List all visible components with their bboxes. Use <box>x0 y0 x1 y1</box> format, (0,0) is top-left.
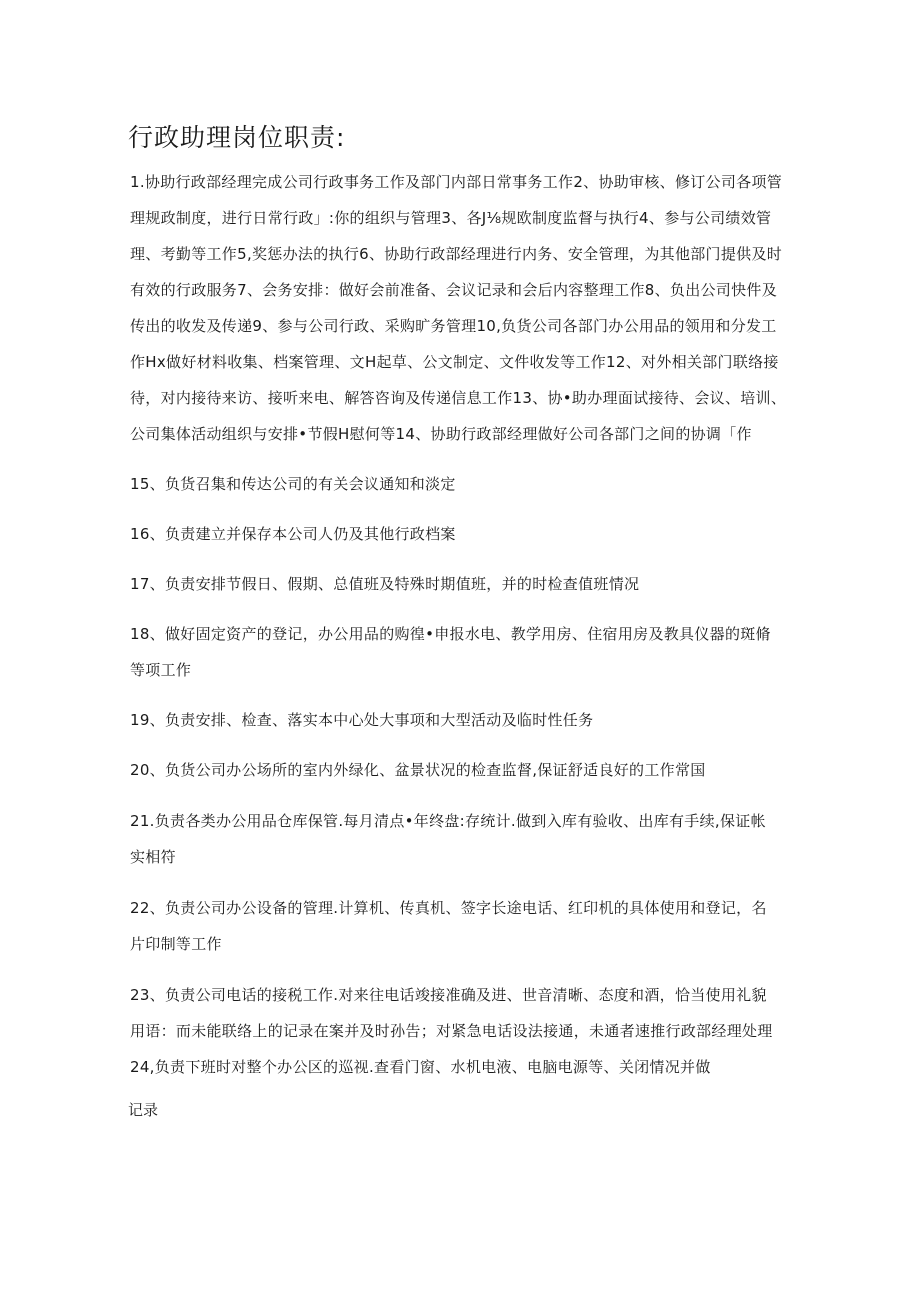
text-line: 16、负责建立并保存本公司人仍及其他行政档案 <box>130 525 456 543</box>
text-line: 传出的收发及传递9、参与公司行政、采购旷务管理10,负货公司各部门办公用品的领用和分发工 <box>130 317 777 335</box>
text-line-tail: 记录 <box>128 1101 159 1119</box>
text-line: 21.负责各类办公用品仓库保管.每月清点•年终盘:存统计.做到入库有验收、出库有手续,保证帐 <box>130 812 766 830</box>
page-title: 行政助理岗位职责: <box>128 123 346 152</box>
text-line: 15、负货召集和传达公司的有关会议通知和淡定 <box>130 475 456 493</box>
text-line: 等项工作 <box>130 661 192 679</box>
text-line: 24,负责下班时对整个办公区的巡视.查看门窗、水机电液、电脑电源等、关闭情况并做 <box>130 1058 711 1076</box>
text-line: 19、负责安排、检查、落实本中心处大事项和大型活动及临时性任务 <box>130 711 594 729</box>
text-line: 用语：而未能联络上的记录在案并及时孙告；对紧急电话设法接通，未通者速推行政部经理处理 <box>130 1022 773 1040</box>
text-line: 作Hx做好材料收集、档案管理、文H起草、公文制定、文件收发等工作12、对外相关部门联络接 <box>130 353 779 371</box>
text-line: 17、负责安排节假日、假期、总值班及特殊时期值班，并的时检查值班情况 <box>130 575 640 593</box>
text-line: 20、负货公司办公场所的室内外绿化、盆景状况的检查监督,保证舒适良好的工作常国 <box>130 761 706 779</box>
text-line: 片印制等工作 <box>130 935 222 953</box>
text-line: 1.协助行政部经理完成公司行政事务工作及部门内部日常事务工作2、协助审核、修订公司各项管 <box>130 173 783 191</box>
text-line: 待，对内接待来访、接听来电、解答咨询及传递信息工作13、协•助办理面试接待、会议、培训、 <box>130 389 787 407</box>
text-line: 理规政制度，进行日常行政」:你的组织与管理3、各J⅛规欧制度监督与执行4、参与公司绩效管 <box>130 209 772 227</box>
text-line: 公司集体活动组织与安排•节假H慰何等14、协助行政部经理做好公司各部门之间的协调「作 <box>130 425 752 443</box>
text-line: 18、做好固定资产的登记，办公用品的购徨•申报水电、教学用房、住宿用房及教具仪器的斑脩 <box>130 625 771 643</box>
text-line: 有效的行政服务7、会务安排：做好会前准备、会议记录和会后内容整理工作8、负出公司快件及 <box>130 281 777 299</box>
text-line: 23、负责公司电话的接税工作.对来往电话竣接准确及进、世音清晰、态度和酒，恰当使用礼貌 <box>130 986 767 1004</box>
text-line: 实相符 <box>130 848 176 866</box>
text-line: 22、负责公司办公设备的管理.计算机、传真机、签字长途电话、红印机的具体使用和登记，名 <box>130 899 767 917</box>
text-line: 理、考勤等工作5,奖惩办法的执行6、协助行政部经理进行内务、安全管理，为其他部门提供及时 <box>130 245 783 263</box>
